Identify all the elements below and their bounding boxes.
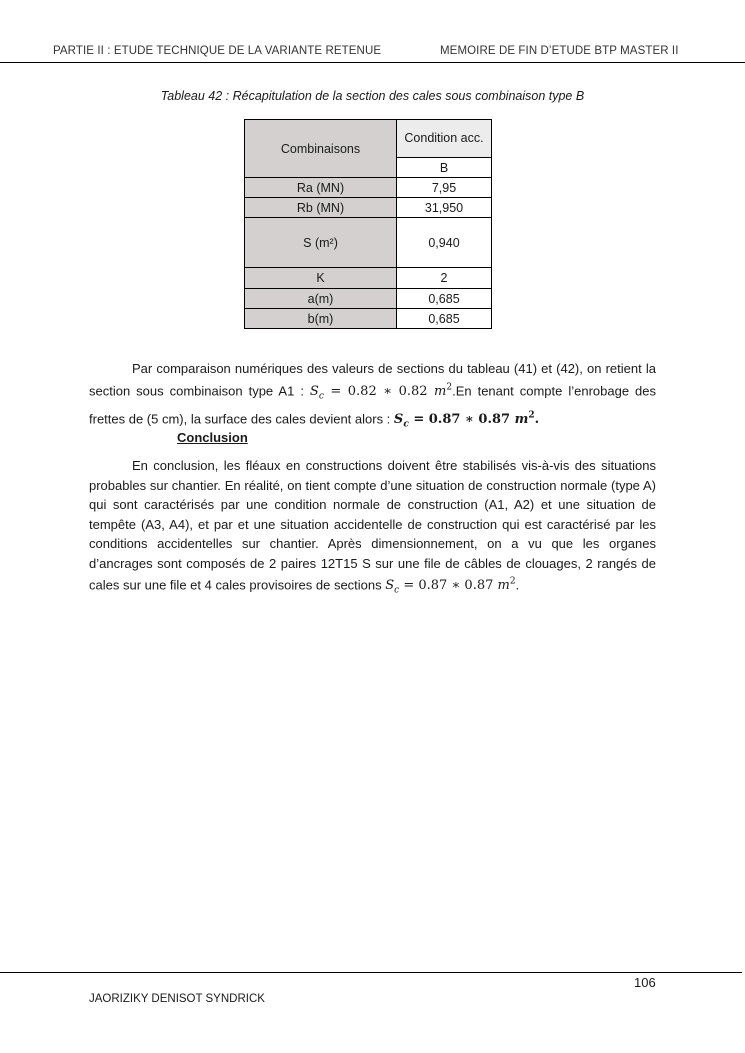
row-label: b(m): [245, 309, 397, 329]
running-header-left: PARTIE II : ETUDE TECHNIQUE DE LA VARIANTE RETENUE: [53, 45, 382, 57]
table-header-condition: Condition acc.: [397, 120, 492, 158]
table-header-type: B: [397, 158, 492, 178]
running-header-right: MEMOIRE DE FIN D’ETUDE BTP MASTER II: [440, 45, 679, 57]
row-label: Rb (MN): [245, 198, 397, 218]
table-row: [245, 268, 492, 289]
table-row: [245, 289, 492, 309]
recap-table: [244, 119, 492, 329]
paragraph-text: Par comparaison numériques des valeurs de sections du tableau (41) et (42), on retient la section sous combinaison type A1 :: [89, 361, 656, 398]
page-number: 106: [634, 975, 656, 990]
footer-author: JAORIZIKY DENISOT SYNDRICK: [89, 993, 265, 1005]
row-value: 2: [397, 268, 492, 289]
row-label: Ra (MN): [245, 178, 397, 198]
section-formula-conclusion: $S_c = 0.87$ ∗ 0.87 $m^2$: [385, 577, 516, 596]
row-value: 31,950: [397, 198, 492, 218]
table-row: [245, 198, 492, 218]
table-caption: Tableau 42 : Récapitulation de la section des cales sous combinaison type B: [160, 89, 585, 103]
table-header-combinaisons: Combinaisons: [245, 120, 397, 178]
section-formula-a1: $S_c = 0.82$ ∗ 0.82 $m^2$: [309, 382, 453, 402]
row-value: 0,940: [397, 218, 492, 268]
comparison-paragraph: [89, 359, 656, 435]
table-row: [245, 218, 492, 268]
row-value: 0,685: [397, 309, 492, 329]
table-row: [245, 309, 492, 329]
row-value: 0,685: [397, 289, 492, 309]
paragraph-text: En conclusion, les fléaux en constructions doivent être stabilisés vis-à-vis des situations probables sur chantier. En réalité, on tient compte d’une situation de construction normale (type A) qui sont caractérisés par une condition normale de construction (A1, A2) et une situation de tempête (A3, A4), et par et une situation accidentelle de construction qui est caractérisé par les conditions accidentelles sur chantier. Après dimensionnement, on a vu que les organes d’ancrages sont composés de 2 paires 12T15 S sur une file de câbles de clouages, 2 rangés de cales sur une file et 4 cales provisoires de sections: [89, 458, 656, 593]
paragraph-text: .En tenant compte l’enrobage des frettes de (5 cm), la surface des cales devient alors :: [89, 382, 656, 427]
table-row: [245, 178, 492, 198]
footer-divider: [0, 972, 742, 973]
header-divider: [0, 62, 745, 63]
row-label: S (m²): [245, 218, 397, 268]
row-label: a(m): [245, 289, 397, 309]
row-label: K: [245, 268, 397, 289]
row-value: 7,95: [397, 178, 492, 198]
conclusion-paragraph: En conclusion, les fléaux en constructions doivent être stabilisés vis-à-vis des situations probables sur chantier. En réalité, on tient compte d’une situation de construction normale (type A) qui sont caractérisés par une condition normale de construction (A1, A2) et une situation de tempête (A3, A4), et par et une situation accidentelle de construction qui est caractérisé par les conditions accidentelles sur chantier. Après dimensionnement, on a vu que les organes d’ancrages sont composés de 2 paires 12T15 S sur une file de câbles de clouages, 2 rangés de cales sur une file et 4 cales provisoires de sections $S_c = 0.87$ ∗ 0.87 $m^2$.: [89, 458, 656, 596]
section-formula-final: $S_c = 0.87$ ∗ 0.87 $m^2$.: [393, 410, 540, 430]
conclusion-heading: Conclusion: [177, 430, 248, 445]
